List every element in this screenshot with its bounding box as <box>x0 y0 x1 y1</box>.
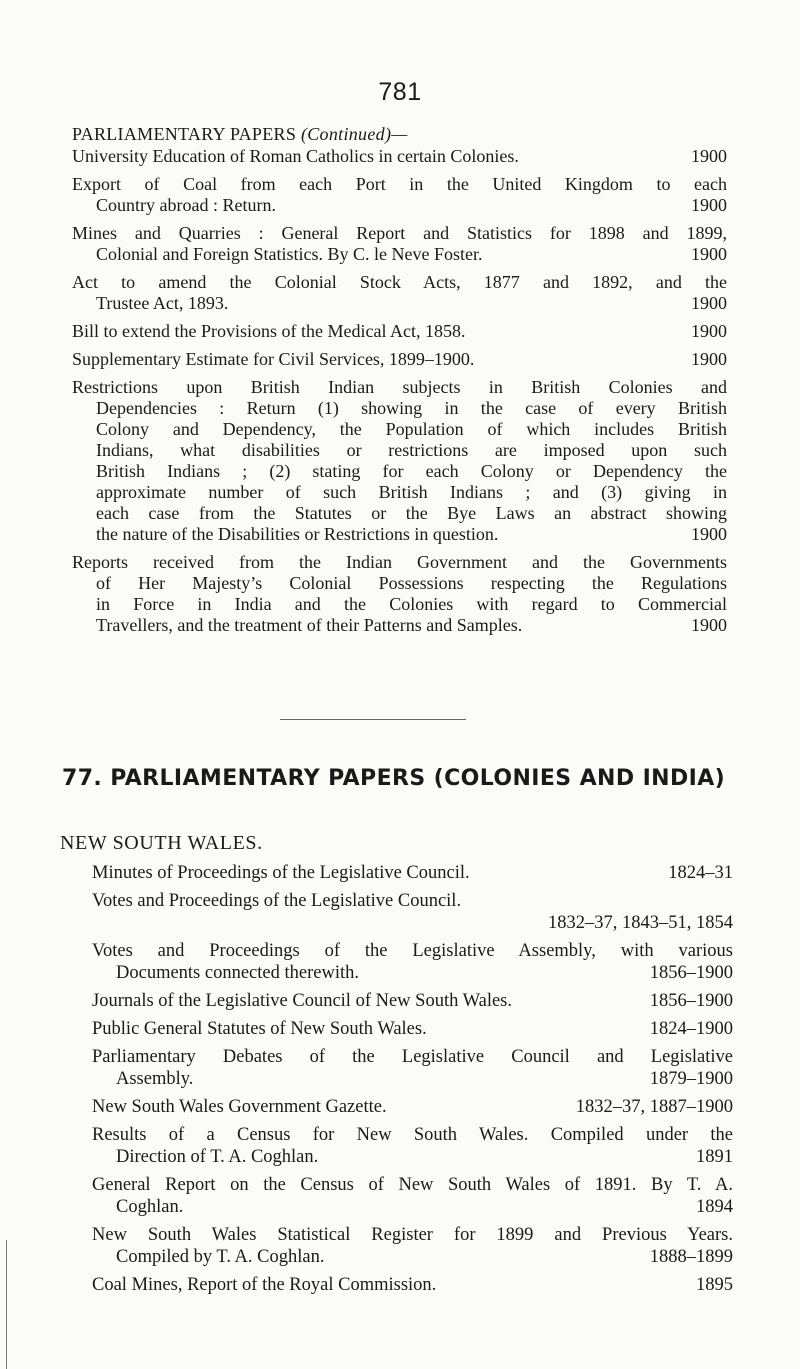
list-item <box>92 1174 733 1218</box>
entry-date: 1900 <box>691 146 727 166</box>
list-item <box>92 1096 733 1118</box>
list-item <box>92 940 733 984</box>
new-south-wales-entries <box>92 862 733 1302</box>
section-heading <box>72 124 727 145</box>
entry-text: Votes and Proceedings of the Legislative Assembly, with various <box>92 941 733 961</box>
entry-text: of Her Majesty’s Colonial Possessions respecting the Regulations <box>96 573 727 593</box>
entry-text: Compiled by T. A. Coghlan. <box>116 1247 325 1267</box>
entry-line <box>92 1018 733 1040</box>
entry-text: the nature of the Disabilities or Restrictions in question. <box>96 524 499 544</box>
entry-line <box>72 293 727 314</box>
entry-line <box>72 146 727 167</box>
entry-date: 1832–37, 1843–51, 1854 <box>548 913 733 933</box>
entry-text: Parliamentary Debates of the Legislative Council and Legislative <box>92 1047 733 1067</box>
entry-date: 1900 <box>691 349 727 369</box>
section-title: 77. PARLIAMENTARY PAPERS (COLONIES AND INDIA) <box>62 766 726 791</box>
entry-text: Coghlan. <box>116 1197 184 1217</box>
entry-date: 1900 <box>691 524 727 544</box>
entry-text: each case from the Statutes or the Bye Laws an abstract showing <box>96 503 727 523</box>
section-divider <box>280 719 466 720</box>
entry-line <box>92 1274 733 1296</box>
entry-line <box>72 615 727 636</box>
entry-line <box>92 1196 733 1218</box>
page-number: 781 <box>378 78 422 106</box>
entry-text: Votes and Proceedings of the Legislative Council. <box>92 891 462 911</box>
entry-date: 1894 <box>696 1197 733 1217</box>
heading-text: PARLIAMENTARY PAPERS <box>72 124 297 144</box>
entry-text: Public General Statutes of New South Wales. <box>92 1019 427 1039</box>
entry-line <box>92 1146 733 1168</box>
heading-continued: (Continued)— <box>300 124 408 144</box>
list-item <box>92 990 733 1012</box>
entry-line <box>92 1068 733 1090</box>
entry-date: 1824–1900 <box>649 1019 733 1039</box>
list-item <box>72 174 727 216</box>
entry-line <box>72 349 727 370</box>
list-item <box>72 377 727 545</box>
entry-list <box>72 146 727 636</box>
entry-text: Act to amend the Colonial Stock Acts, 1877 and 1892, and the <box>72 272 727 292</box>
entry-text: approximate number of such British Indians ; and (3) giving in <box>96 482 727 502</box>
entry-text: General Report on the Census of New South Wales of 1891. By T. A. <box>92 1175 733 1195</box>
entry-text: Results of a Census for New South Wales. Compiled under the <box>92 1125 733 1145</box>
list-item <box>72 146 727 167</box>
list-item <box>72 552 727 636</box>
entry-text: Colony and Dependency, the Population of which includes British <box>96 419 727 439</box>
entry-date: 1832–37, 1887–1900 <box>575 1097 733 1117</box>
entry-text: Country abroad : Return. <box>96 195 276 215</box>
list-item <box>92 890 733 934</box>
entry-text: Assembly. <box>116 1069 194 1089</box>
entry-date: 1888–1899 <box>649 1247 733 1267</box>
entry-line <box>72 321 727 342</box>
entry-text: Reports received from the Indian Government and the Governments <box>72 552 727 572</box>
entry-text: British Indians ; (2) stating for each Colony or Dependency the <box>96 461 727 481</box>
list-item <box>72 272 727 314</box>
entry-date: 1891 <box>696 1147 733 1167</box>
list-item <box>72 349 727 370</box>
entry-date: 1879–1900 <box>649 1069 733 1089</box>
entry-line <box>72 244 727 265</box>
list-item <box>92 1274 733 1296</box>
subheading-new-south-wales: NEW SOUTH WALES. <box>60 832 263 854</box>
entry-text: Restrictions upon British Indian subjects in British Colonies and <box>72 377 727 397</box>
entry-text: Journals of the Legislative Council of New South Wales. <box>92 991 512 1011</box>
entry-list <box>92 862 733 1296</box>
entry-text: Supplementary Estimate for Civil Services, 1899–1900. <box>72 349 475 369</box>
entry-line <box>72 524 727 545</box>
entry-text: University Education of Roman Catholics in certain Colonies. <box>72 146 519 166</box>
entry-date: 1900 <box>691 293 727 313</box>
entry-date: 1824–31 <box>668 863 733 883</box>
entry-text: Dependencies : Return (1) showing in the case of every British <box>96 398 727 418</box>
parliamentary-papers-continued <box>72 124 727 643</box>
entry-date: 1900 <box>691 244 727 264</box>
entry-date: 1856–1900 <box>649 963 733 983</box>
entry-text: Export of Coal from each Port in the United Kingdom to each <box>72 174 727 194</box>
entry-text: New South Wales Statistical Register for 1899 and Previous Years. <box>92 1225 733 1245</box>
entry-text: Documents connected therewith. <box>116 963 359 983</box>
entry-date: 1856–1900 <box>649 991 733 1011</box>
entry-text: Minutes of Proceedings of the Legislative Council. <box>92 863 470 883</box>
entry-line <box>92 1246 733 1268</box>
list-item <box>92 1124 733 1168</box>
entry-date: 1895 <box>696 1275 733 1295</box>
entry-line <box>92 990 733 1012</box>
entry-text: New South Wales Government Gazette. <box>92 1097 387 1117</box>
entry-date: 1900 <box>691 195 727 215</box>
list-item <box>92 862 733 884</box>
page-edge-line <box>6 1240 7 1369</box>
entry-line <box>92 1096 733 1118</box>
entry-date: 1900 <box>691 615 727 635</box>
entry-text: in Force in India and the Colonies with regard to Commercial <box>96 594 727 614</box>
entry-line <box>72 195 727 216</box>
list-item <box>92 1018 733 1040</box>
entry-line <box>92 862 733 884</box>
entry-text: Trustee Act, 1893. <box>96 293 229 313</box>
entry-text: Indians, what disabilities or restrictions are imposed upon such <box>96 440 727 460</box>
entry-text: Colonial and Foreign Statistics. By C. le Neve Foster. <box>96 244 483 264</box>
list-item <box>72 321 727 342</box>
entry-line <box>92 962 733 984</box>
list-item <box>92 1046 733 1090</box>
entry-text: Mines and Quarries : General Report and Statistics for 1898 and 1899, <box>72 223 727 243</box>
entry-text: Travellers, and the treatment of their Patterns and Samples. <box>96 615 523 635</box>
entry-text: Bill to extend the Provisions of the Medical Act, 1858. <box>72 321 466 341</box>
entry-date: 1900 <box>691 321 727 341</box>
entry-text: Direction of T. A. Coghlan. <box>116 1147 319 1167</box>
list-item <box>92 1224 733 1268</box>
list-item <box>72 223 727 265</box>
entry-text: Coal Mines, Report of the Royal Commission. <box>92 1275 437 1295</box>
